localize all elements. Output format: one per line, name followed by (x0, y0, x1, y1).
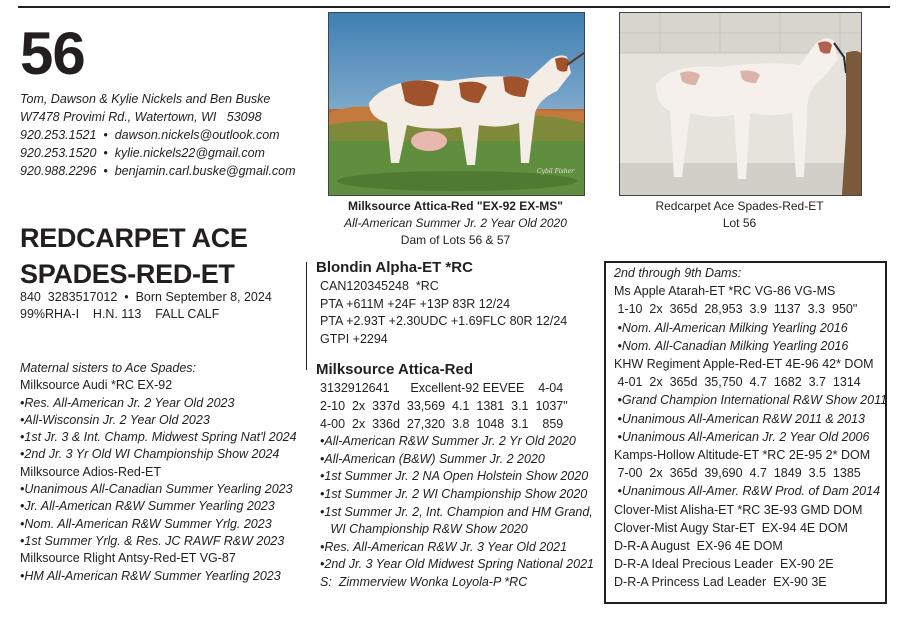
dam-name: Milksource Attica-Red (316, 361, 473, 379)
dam-ancestry-line: KHW Regiment Apple-Red-ET 4E-96 42* DOM (614, 357, 874, 372)
dam-ancestry-line: Clover-Mist Augy Star-ET EX-94 4E DOM (614, 520, 848, 535)
dam-photo-caption (328, 198, 583, 249)
maternal-sister-line: Milksource Adios-Red-ET (20, 464, 162, 479)
dam-ancestry-line: •Nom. All-American Milking Yearling 2016 (614, 320, 848, 335)
dam-ancestry-line: Kamps-Hollow Altitude-ET *RC 2E-95 2* DOM (614, 448, 871, 463)
dam-ancestry-line: •Unanimous All-American Jr. 2 Year Old 2006 (614, 429, 870, 444)
lot-number: 56 (20, 20, 85, 87)
animal-name (20, 220, 248, 292)
dam-record-line: S: Zimmerview Wonka Loyola-P *RC (320, 574, 528, 589)
dam-ancestry-line: D-R-A August EX-96 4E DOM (614, 539, 783, 554)
dam-ancestry-line: D-R-A Princess Lad Leader EX-90 3E (614, 575, 827, 590)
dam-record-line: 3132912641 Excellent-92 EEVEE 4-04 (320, 381, 564, 396)
dam-record-line: •1st Summer Jr. 2, Int. Champion and HM Grand, (320, 504, 593, 519)
dam-ancestry-line: 2nd through 9th Dams: (614, 266, 742, 280)
sire-gtpi: GTPI +2294 (320, 331, 388, 346)
dam-record-line: •2nd Jr. 3 Year Old Midwest Spring National 2021 (320, 557, 594, 572)
dam-record-line: •1st Summer Jr. 2 WI Championship Show 2020 (320, 486, 588, 501)
lot-photo (619, 12, 862, 196)
dam-cow-image (329, 13, 584, 195)
maternal-sister-line: •1st Jr. 3 & Int. Champ. Midwest Spring Nat'l 2024 (20, 430, 297, 445)
dam-record-line: •1st Summer Jr. 2 NA Open Holstein Show 2020 (320, 469, 589, 484)
dam-ancestry-line: 1-10 2x 365d 28,953 3.9 1137 3.3 950" (614, 302, 858, 317)
maternal-sister-line: •Nom. All-American R&W Summer Yrlg. 2023 (20, 516, 272, 531)
dam-record-line: WI Championship R&W Show 2020 (320, 522, 528, 537)
animal-name-line-2: SPADES-RED-ET (20, 259, 235, 289)
lot-caption-note: Lot 56 (722, 216, 757, 230)
dam-caption-note: Dam of Lots 56 & 57 (400, 233, 511, 247)
dam-caption-award: All-American Summer Jr. 2 Year Old 2020 (344, 216, 567, 230)
dam-caption-name: Milksource Attica-Red "EX-92 EX-MS" (348, 199, 563, 213)
dam-photo (328, 12, 585, 196)
animal-id-birthdate: 840 3283517012 • Born September 8, 2024 (20, 290, 272, 304)
maternal-sister-line: •2nd Jr. 3 Yr Old WI Championship Show 2024 (20, 447, 280, 462)
dam-records-list (316, 380, 594, 591)
dam-record-line: 4-00 2x 336d 27,320 3.8 1048 3.1 859 (320, 416, 564, 431)
animal-class: 99%RHA-I H.N. 113 FALL CALF (20, 307, 220, 321)
sire-pta-production: PTA +611M +24F +13P 83R 12/24 (320, 296, 511, 311)
maternal-sister-line: •Res. All-American Jr. 2 Year Old 2023 (20, 395, 235, 410)
maternal-sister-line: Maternal sisters to Ace Spades: (20, 361, 197, 375)
sire-registration: CAN120345248 *RC (320, 279, 439, 293)
maternal-sister-line: Milksource Rlight Antsy-Red-ET VG-87 (20, 551, 236, 566)
pedigree-sire-dam (316, 258, 594, 592)
maternal-sister-line: •Jr. All-American R&W Summer Yearling 2023 (20, 499, 275, 514)
animal-registration-info (20, 289, 272, 323)
sire-name: Blondin Alpha-ET *RC (316, 259, 473, 276)
dam-ancestry-line: Ms Apple Atarah-ET *RC VG-86 VG-MS (614, 284, 836, 299)
consignor-phone-email-1: 920.253.1521 • dawson.nickels@outlook.com (20, 128, 280, 142)
consignor-names: Tom, Dawson & Kylie Nickels and Ben Buske (20, 92, 271, 106)
animal-name-line-1: REDCARPET ACE (20, 223, 248, 253)
lot-calf-image (620, 13, 861, 195)
dam-record-line: 2-10 2x 337d 33,569 4.1 1381 3.1 1037" (320, 398, 568, 413)
dam-ancestry-line: 7-00 2x 365d 39,690 4.7 1849 3.5 1385 (614, 466, 861, 481)
consignor-phone-email-2: 920.253.1520 • kylie.nickels22@gmail.com (20, 146, 265, 160)
dam-ancestry-line: •Unanimous All-American R&W 2011 & 2013 (614, 411, 866, 426)
maternal-sister-line: •HM All-American R&W Summer Yearling 2023 (20, 568, 281, 583)
consignor-contact (20, 90, 296, 180)
sire-pta-type: PTA +2.93T +2.30UDC +1.69FLC 80R 12/24 (320, 314, 568, 329)
dam-ancestry-line: 4-01 2x 365d 35,750 4.7 1682 3.7 1314 (614, 375, 861, 390)
photographer-watermark: Cybil Fisher (537, 168, 575, 175)
lot-photo-caption (602, 198, 877, 232)
dam-ancestry-line: D-R-A Ideal Precious Leader EX-90 2E (614, 557, 834, 572)
maternal-sister-line: •Unanimous All-Canadian Summer Yearling 2023 (20, 482, 293, 497)
dam-ancestry-line: •Nom. All-Canadian Milking Yearling 2016 (614, 338, 849, 353)
maternal-sister-line: •All-Wisconsin Jr. 2 Year Old 2023 (20, 412, 210, 427)
maternal-sisters-list (20, 360, 297, 585)
lot-caption-name: Redcarpet Ace Spades-Red-ET (655, 199, 824, 213)
consignor-address: W7478 Provimi Rd., Watertown, WI 53098 (20, 110, 262, 124)
maternal-sister-line: •1st Summer Yrlg. & Res. JC RAWF R&W 2023 (20, 533, 285, 548)
top-rule (18, 6, 890, 8)
dam-ancestry-line: Clover-Mist Alisha-ET *RC 3E-93 GMD DOM (614, 502, 863, 517)
maternal-sister-line: Milksource Audi *RC EX-92 (20, 378, 173, 393)
dam-ancestry-line: •Unanimous All-Amer. R&W Prod. of Dam 2014 (614, 484, 881, 499)
consignor-phone-email-3: 920.988.2296 • benjamin.carl.buske@gmail.com (20, 164, 296, 178)
dams-2-9-list (614, 264, 887, 592)
dam-record-line: •All-American (B&W) Summer Jr. 2 2020 (320, 451, 545, 466)
sire-divider (306, 262, 307, 370)
dam-record-line: •All-American R&W Summer Jr. 2 Yr Old 2020 (320, 434, 576, 449)
dam-record-line: •Res. All-American R&W Jr. 3 Year Old 2021 (320, 539, 568, 554)
dam-ancestry-line: •Grand Champion International R&W Show 2011 (614, 393, 888, 408)
